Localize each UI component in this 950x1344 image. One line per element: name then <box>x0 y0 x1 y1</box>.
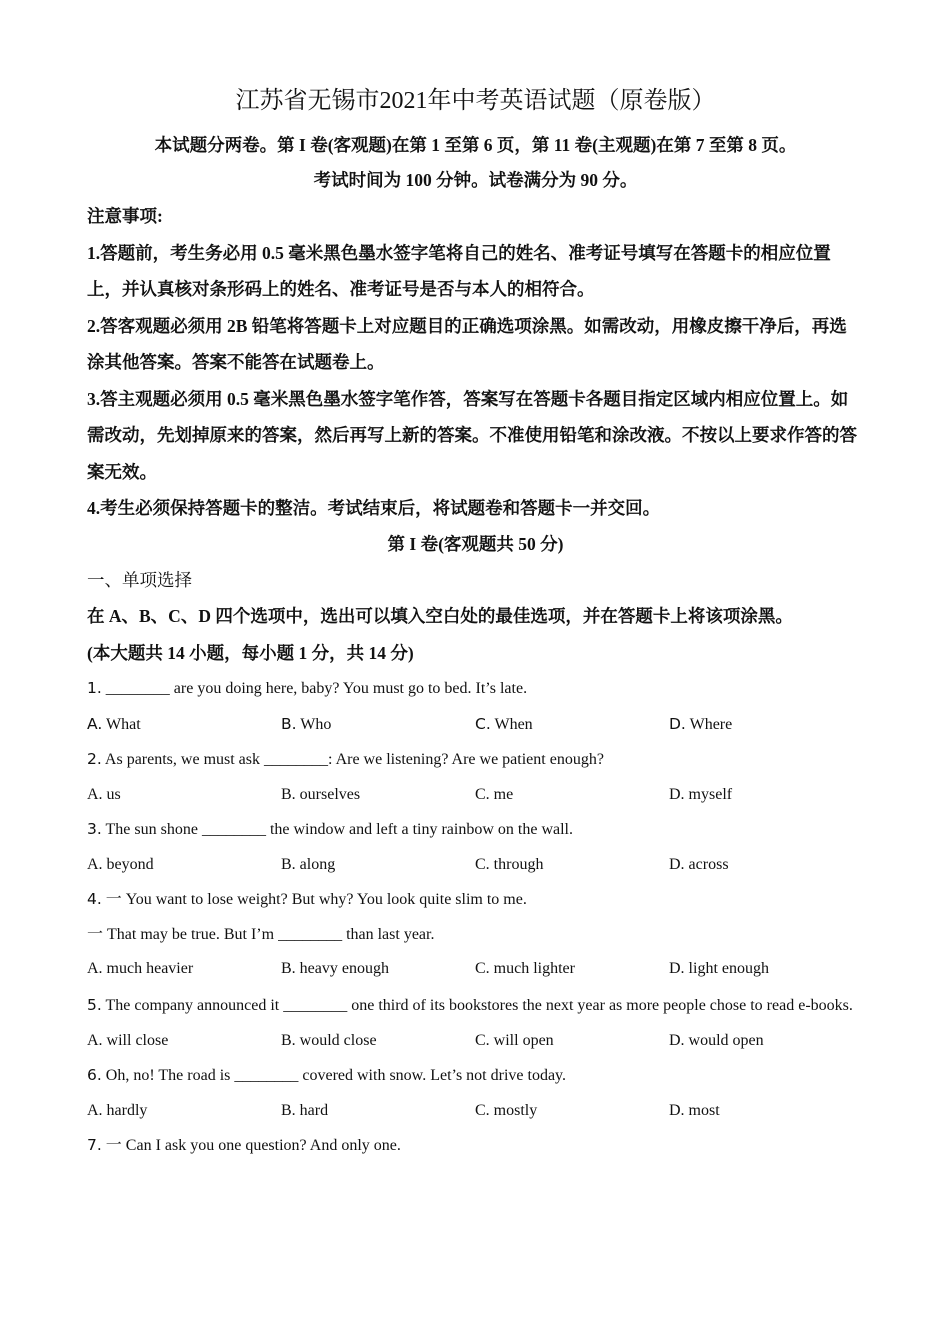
question-2-options <box>87 778 864 813</box>
question-text: As parents, we must ask ________: Are we listening? Are we patient enough? <box>104 751 604 768</box>
question-6 <box>87 1058 864 1094</box>
option-d: D. most <box>669 1101 720 1119</box>
option-b: B. Who <box>281 714 332 733</box>
option-a: A. much heavier <box>87 960 194 977</box>
option-c: C. mostly <box>475 1101 538 1119</box>
option-a: A. us <box>87 785 121 803</box>
option-b: B. ourselves <box>281 785 361 803</box>
question-text: 一 You want to lose weight? But why? You look quite slim to me. <box>105 891 527 908</box>
question-number: 4. <box>87 890 102 908</box>
question-text: The company announced it ________ one third of its bookstores the next year as more people chose to read e-books. <box>105 996 853 1014</box>
instruction-line: (本大题共 14 小题，每小题 1 分，共 14 分) <box>87 642 414 663</box>
option-d: D. would open <box>669 1031 764 1049</box>
option-d: D. across <box>669 855 729 873</box>
option-a: A. hardly <box>87 1101 148 1119</box>
question-3-options <box>87 848 864 883</box>
notice-item: 4.考生必须保持答题卡的整洁。考试结束后，将试题卷和答题卡一并交回。 <box>87 498 661 518</box>
question-text: 一 Can I ask you one question? And only one. <box>105 1137 401 1154</box>
question-4 <box>87 882 864 918</box>
question-number: 2. <box>87 750 102 768</box>
question-text: The sun shone ________ the window and left a tiny rainbow on the wall. <box>105 821 573 838</box>
option-b: B. along <box>281 855 336 873</box>
option-b: B. heavy enough <box>281 960 389 977</box>
question-4-options <box>87 952 864 987</box>
option-a: A. will close <box>87 1031 169 1049</box>
option-c: C. When <box>475 714 533 733</box>
question-number: 7. <box>87 1136 102 1154</box>
question-1-options <box>87 707 864 743</box>
question-number: 3. <box>87 820 102 838</box>
question-number: 6. <box>87 1066 102 1084</box>
notice-heading: 注意事项: <box>87 206 163 226</box>
question-7 <box>87 1128 864 1164</box>
question-2 <box>87 742 864 778</box>
option-b: B. hard <box>281 1101 329 1119</box>
option-c: C. will open <box>475 1031 554 1049</box>
instruction-line: 在 A、B、C、D 四个选项中，选出可以填入空白处的最佳选项，并在答题卡上将该项涂黑。 <box>87 606 793 626</box>
option-c: C. me <box>475 785 514 803</box>
exam-structure-line: 本试题分两卷。第 I 卷(客观题)在第 1 至第 6 页，第 11 卷(主观题)在第 7 至第 8 页。 <box>154 135 797 155</box>
option-a: A. What <box>87 714 141 733</box>
page-title: 江苏省无锡市2021年中考英语试题（原卷版） <box>235 88 716 114</box>
exam-time-line: 考试时间为 100 分钟。试卷满分为 90 分。 <box>313 170 638 190</box>
question-3 <box>87 812 864 848</box>
option-a: A. beyond <box>87 855 154 873</box>
question-4-reply: 一 That may be true. But I’m ________ than last year. <box>87 925 435 943</box>
question-6-options <box>87 1094 864 1129</box>
notice-item: 3.答主观题必须用 0.5 毫米黑色墨水签字笔作答，答案写在答题卡各题目指定区域内相应位置上。如需改动，先划掉原来的答案，然后再写上新的答案。不准使用铅笔和涂改液。不按以上要求作答的答案无效。 <box>87 388 857 482</box>
notice-item: 1.答题前，考生务必用 0.5 毫米黑色墨水签字笔将自己的姓名、准考证号填写在答题卡的相应位置上，并认真核对条形码上的姓名、准考证号是否与本人的相符合。 <box>87 242 831 299</box>
question-number: 1. <box>87 679 102 697</box>
option-d: D. Where <box>669 714 733 733</box>
question-1 <box>87 671 864 707</box>
notice-item: 2.答客观题必须用 2B 铅笔将答题卡上对应题目的正确选项涂黑。如需改动，用橡皮擦干净后，再选涂其他答案。答案不能答在试题卷上。 <box>87 315 847 372</box>
option-d: D. light enough <box>669 960 769 977</box>
question-number: 5. <box>87 995 102 1014</box>
section-title: 第 I 卷(客观题共 50 分) <box>387 533 564 554</box>
option-b: B. would close <box>281 1031 377 1049</box>
question-5-options <box>87 1024 864 1059</box>
option-c: C. much lighter <box>475 960 575 977</box>
question-5 <box>87 987 864 1024</box>
question-text: Oh, no! The road is ________ covered with snow. Let’s not drive today. <box>105 1067 567 1084</box>
part-title: 一、单项选择 <box>87 569 192 590</box>
option-c: C. through <box>475 855 544 873</box>
option-d: D. myself <box>669 785 733 803</box>
question-text: ________ are you doing here, baby? You must go to bed. It’s late. <box>105 680 528 697</box>
